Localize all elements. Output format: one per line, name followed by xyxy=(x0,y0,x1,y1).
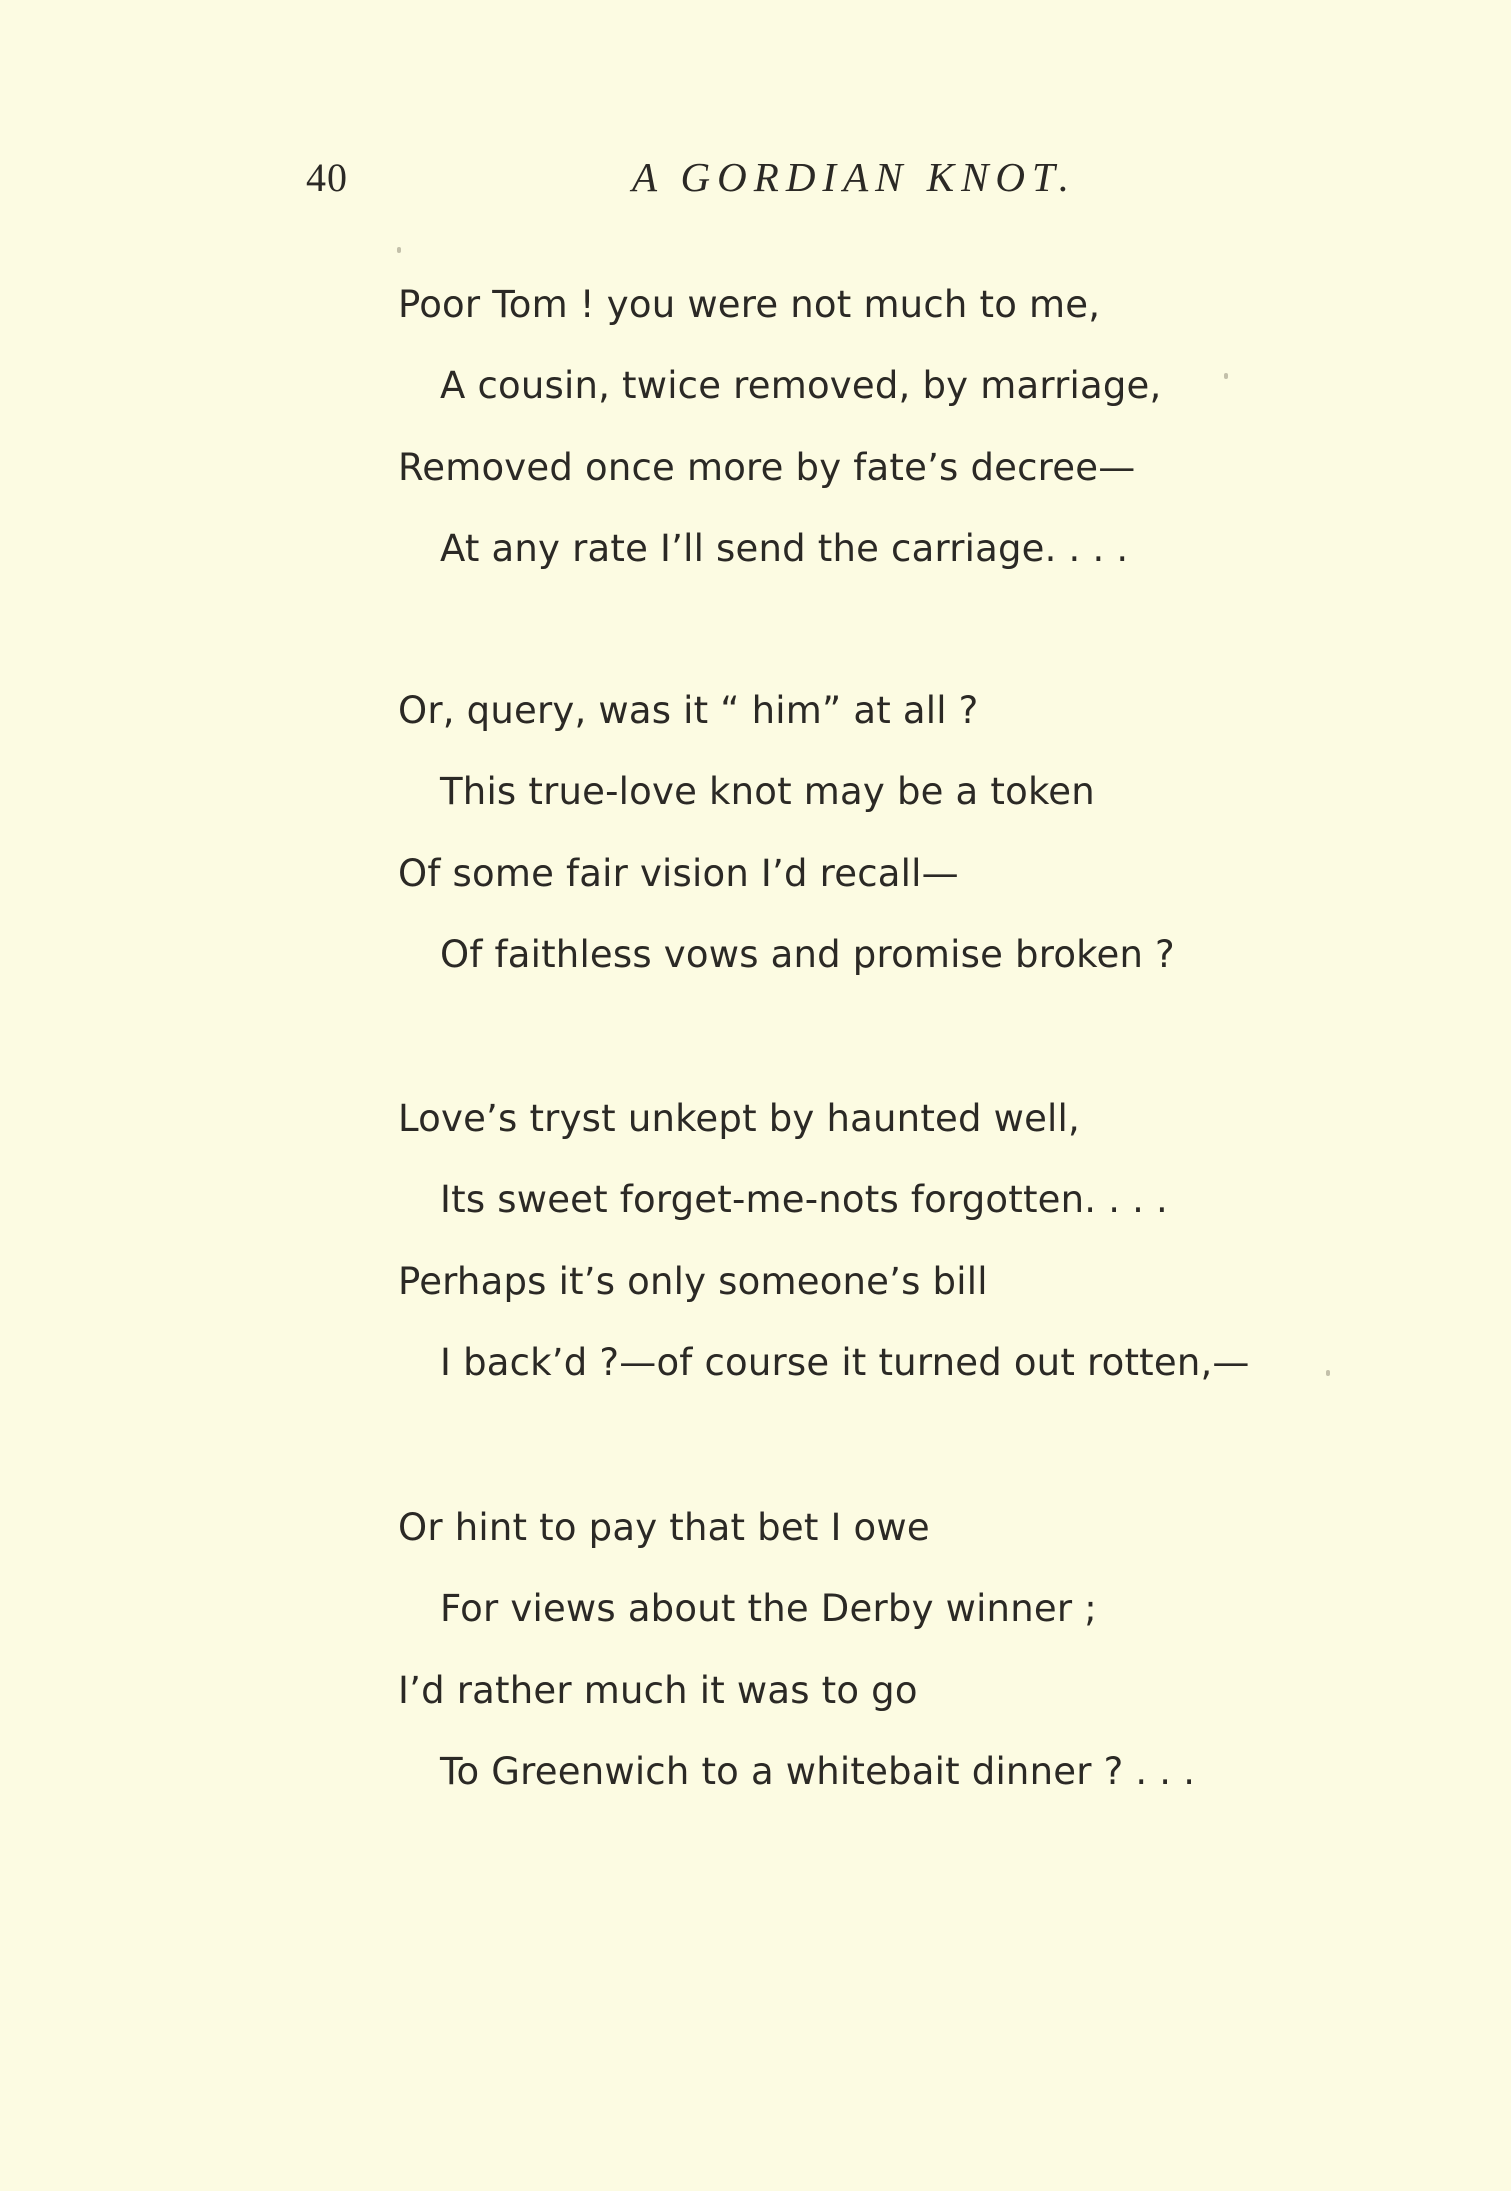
poem-line: Removed once more by fate’s decree— xyxy=(398,446,1136,489)
poem-line: I’d rather much it was to go xyxy=(398,1669,918,1712)
poem-line: Poor Tom ! you were not much to me, xyxy=(398,283,1101,326)
poem-line: Or hint to pay that bet I owe xyxy=(398,1506,930,1549)
poem-line: This true-love knot may be a token xyxy=(440,770,1095,813)
poem-line: I back’d ?—of course it turned out rotten,— xyxy=(440,1341,1250,1384)
poem-line: To Greenwich to a whitebait dinner ? . . . xyxy=(440,1750,1196,1793)
page-number: 40 xyxy=(306,155,348,200)
paper-speck xyxy=(1326,1370,1330,1376)
paper-speck xyxy=(397,247,401,253)
poem-line: Love’s tryst unkept by haunted well, xyxy=(398,1097,1080,1140)
paper-speck xyxy=(1224,373,1228,379)
poem-line: Or, query, was it “ him” at all ? xyxy=(398,689,979,732)
poem-line: At any rate I’ll send the carriage. . . . xyxy=(440,527,1129,570)
poem-line: A cousin, twice removed, by marriage, xyxy=(440,364,1162,407)
poem-line: Its sweet forget-me-nots forgotten. . . . xyxy=(440,1178,1169,1221)
running-title: A GORDIAN KNOT. xyxy=(632,154,1077,200)
poem-line: Perhaps it’s only someone’s bill xyxy=(398,1260,988,1303)
poem-line: Of faithless vows and promise broken ? xyxy=(440,933,1175,976)
poem-line: Of some fair vision I’d recall— xyxy=(398,852,959,895)
poem-line: For views about the Derby winner ; xyxy=(440,1587,1097,1630)
